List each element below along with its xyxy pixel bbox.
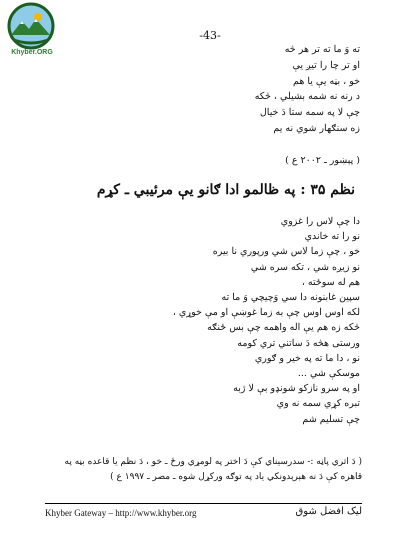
poem-line: نو ، دا ما ته په خير و ګوري (254, 352, 360, 364)
logo-caption: Khyber.ORG (11, 49, 53, 56)
poem-two (173, 214, 360, 427)
poem-line: د رنه نه شمه بشيلي ، څکه (254, 91, 360, 103)
poem-line: سپين غابنونه دا سي وَچيچي وَ ما ته (221, 292, 360, 304)
poem-line: او تر چا را تيږ يې (292, 59, 360, 71)
poem-line: ورستی هڅه دَ ساتني تري کومه (237, 337, 360, 349)
poem-line: خو ، چې زما لاس شي ورپوري نا بيره (212, 246, 360, 258)
poem-one (255, 42, 360, 137)
poem-line: چې لا په سمه ستا دَ خيال (259, 107, 360, 119)
poem-line: نو زيږه شي ، تکه سره شي (250, 261, 360, 273)
poem-line: او په سرو نازکو شونډو بې لا ژبه (233, 383, 360, 395)
poem-line: موسکې شي ... (297, 368, 360, 380)
footer-website: Khyber Gateway – http://www.khyber.org (45, 508, 197, 518)
poem-line: دا چې لاس را غزوي (280, 216, 360, 227)
poem-line: چې تسليم شم (302, 413, 360, 425)
footnote: ( دَ اثري پاڼه :- سدرسيناي کې دَ اختر په لومړي ورځ ـ خو ، دَ نظم يا قاعده بڼه په قاهره کې دَ نه هېرېدونکي ياد په توګه ورکړل شوه ـ مصر ـ ۱۹۹۷ ع ) (64, 457, 362, 482)
poem-line: هم له سوځته ، (301, 276, 360, 288)
footer-divider (45, 503, 362, 504)
poem-line: خو ، بڼه يې يا هم (293, 75, 360, 87)
poem-line: نو را ته خاندي (304, 231, 360, 243)
poem-heading: نظم ۳۵ : په ظالمو ادا ګانو يې مرئيبي ـ کړم (96, 182, 355, 198)
poem-line: لکه اوس اوس چې به زما غوښې او مې خوړي ، (172, 307, 360, 319)
khyber-logo-icon (4, 2, 58, 52)
poem-line: څکه زه هم يې اله واهمه چې بس ځنګه (207, 322, 360, 334)
poem-line: زه سنګهار شوي نه يم (273, 122, 360, 134)
place-date: ( پېښور ـ ۲۰۰۲ ع ) (285, 155, 360, 166)
poem-line: ته وَ ما ته تر هر څه (284, 44, 360, 55)
poem-line: تبره کړي سمه نه وي (276, 398, 360, 410)
page-number: -43- (199, 29, 221, 42)
footer-author: ليک افضل شوق (295, 506, 362, 517)
